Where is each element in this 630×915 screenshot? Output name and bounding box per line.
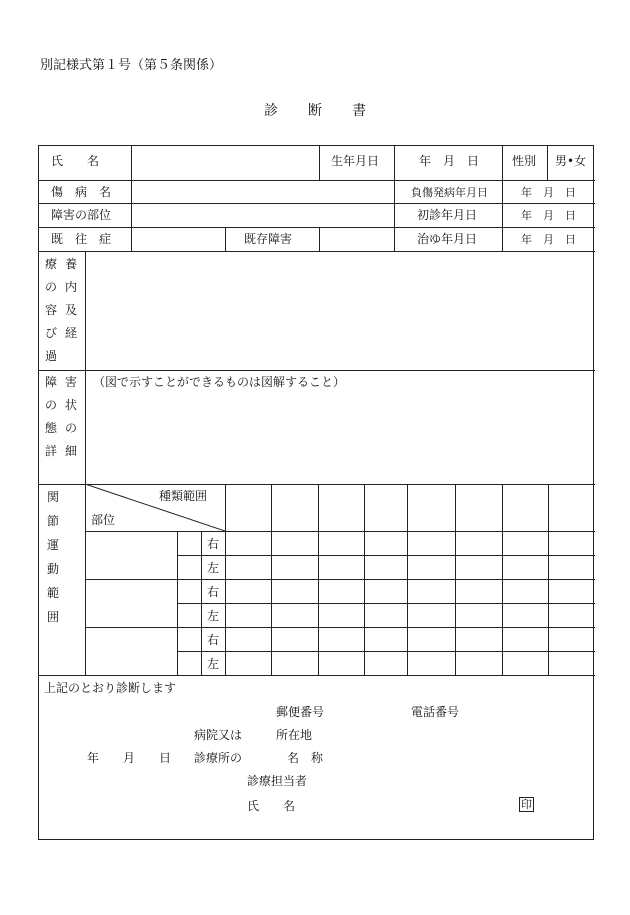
treatment-label-char: 養 (65, 257, 78, 271)
disability-label-char: 害 (65, 375, 78, 389)
diagnosis-statement: 上記のとおり診断します (44, 681, 177, 695)
disability-label-char: の (45, 398, 58, 412)
side-left: 左 (207, 657, 220, 671)
first-visit-label: 初診年月日 (417, 208, 478, 222)
disability-label-char: 細 (65, 444, 78, 458)
injury-date-format: 年 月 日 (521, 186, 576, 199)
postal-label: 郵便番号 (276, 705, 325, 719)
hospital-label: 病院又は (194, 728, 243, 742)
treatment-label-char: 過 (45, 349, 58, 363)
sex-label: 性別 (512, 154, 537, 168)
treatment-label-char: 容 (45, 303, 58, 317)
first-visit-format: 年 月 日 (521, 209, 576, 222)
joint-label-char: 動 (47, 562, 60, 576)
treatment-label-char: の (45, 280, 58, 294)
seal-mark: 印 (521, 798, 532, 811)
treatment-label-char: 内 (65, 280, 78, 294)
birthdate-format: 年 月 日 (419, 154, 480, 168)
injury-date-label: 負傷発病年月日 (411, 186, 488, 199)
address-label: 所在地 (276, 728, 313, 742)
disability-label-char: の (65, 421, 78, 435)
joint-label-char: 関 (47, 490, 60, 504)
joint-label-char: 節 (47, 514, 60, 528)
page-title: 診断書 (264, 103, 396, 119)
doctor-label: 診療担当者 (247, 774, 308, 788)
disability-site-label: 障害の部位 (51, 208, 112, 222)
disability-label-char: 状 (65, 398, 78, 412)
disability-label-char: 詳 (45, 444, 58, 458)
side-right: 右 (207, 585, 220, 599)
side-left: 左 (207, 609, 220, 623)
cure-date-label: 治ゆ年月日 (417, 232, 478, 246)
cure-date-format: 年 月 日 (521, 233, 576, 246)
clinic-name-label: 名 称 (287, 751, 324, 765)
injury-name-label: 傷 病 名 (51, 185, 112, 199)
clinic-label: 診療所の (194, 751, 243, 765)
history-label: 既 往 症 (51, 232, 112, 246)
joint-label-char: 範 (47, 586, 60, 600)
existing-disability-label: 既存障害 (244, 232, 293, 246)
joint-header-site: 部位 (91, 513, 116, 527)
name-label: 氏 名 (51, 154, 100, 168)
diagnosis-date: 年 月 日 (87, 751, 172, 765)
joint-label-char: 囲 (47, 610, 60, 624)
form-id: 別記様式第１号（第５条関係） (40, 58, 223, 73)
treatment-label-char: 経 (65, 326, 78, 340)
side-right: 右 (207, 537, 220, 551)
birthdate-label: 生年月日 (331, 154, 380, 168)
treatment-label-char: 及 (65, 303, 78, 317)
side-right: 右 (207, 633, 220, 647)
diagram-instruction: （図で示すことができるものは図解すること） (93, 375, 346, 389)
treatment-label-char: び (45, 326, 58, 340)
side-left: 左 (207, 561, 220, 575)
phone-label: 電話番号 (411, 705, 460, 719)
doctor-name-label: 氏 名 (247, 799, 296, 813)
joint-header-type-range: 種類範囲 (159, 489, 208, 503)
sex-options: 男•女 (555, 154, 587, 168)
treatment-label-char: 療 (45, 257, 58, 271)
disability-label-char: 障 (45, 375, 58, 389)
certificate-form (38, 145, 594, 840)
joint-label-char: 運 (47, 538, 60, 552)
disability-label-char: 態 (45, 421, 58, 435)
